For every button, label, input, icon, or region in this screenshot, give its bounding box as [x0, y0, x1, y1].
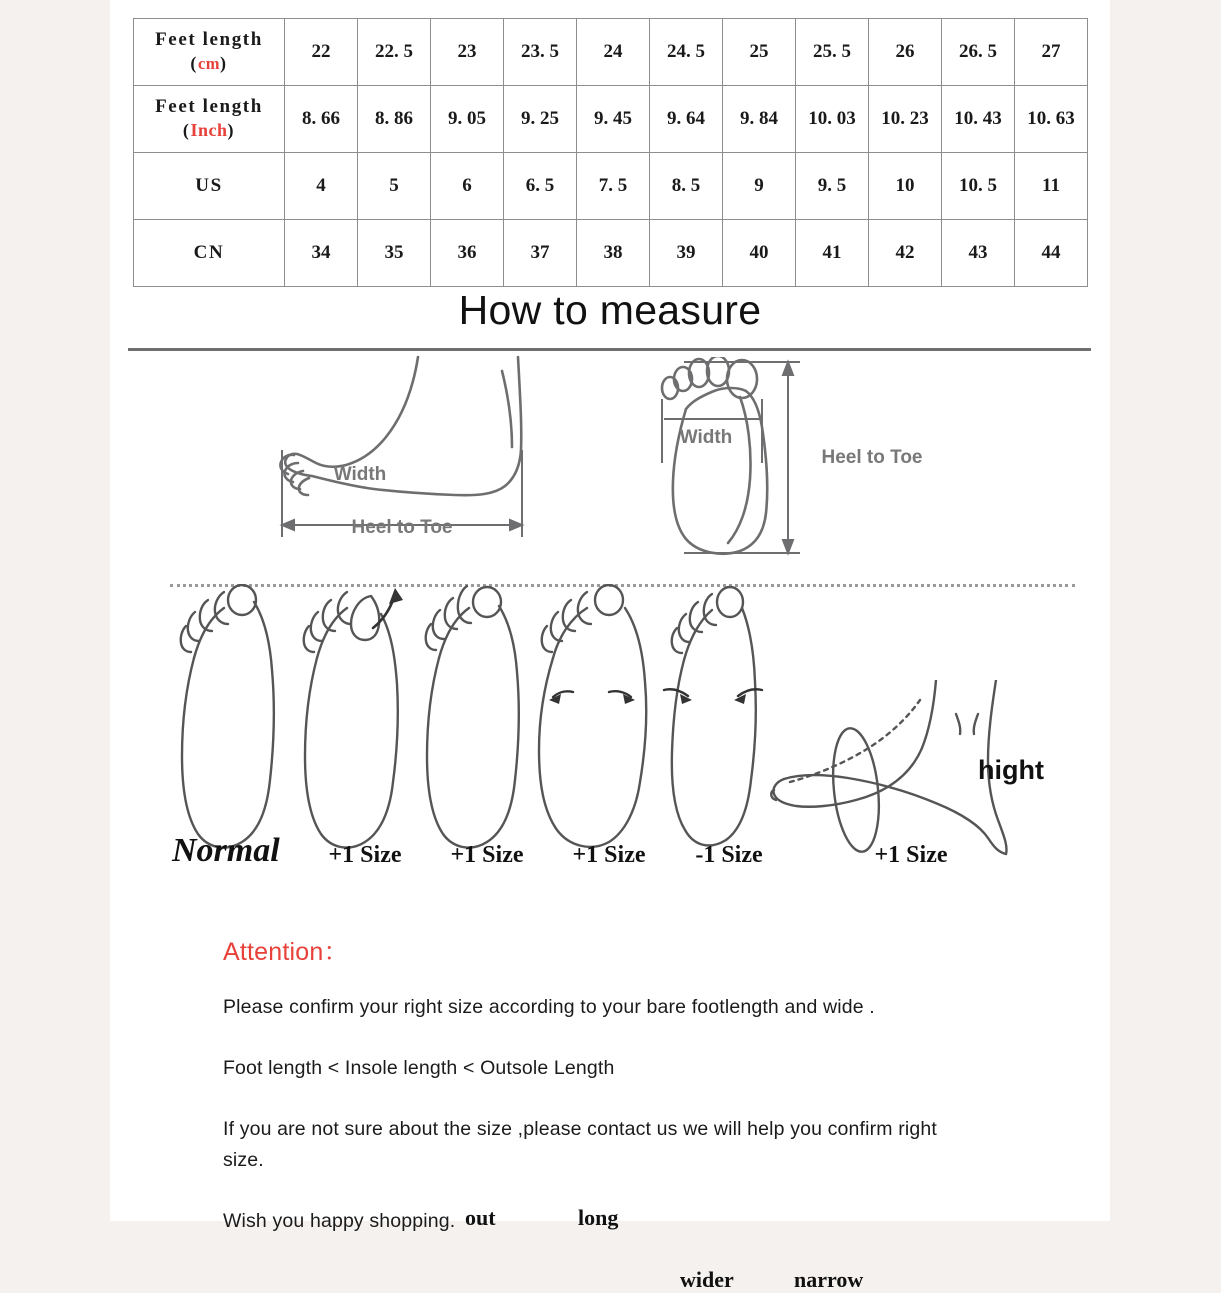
- attention-line-3: If you are not sure about the size ,please contact us we will help you confirm right size.: [223, 1118, 937, 1171]
- table-cell: 38: [577, 220, 650, 287]
- table-cell: 27: [1015, 19, 1088, 86]
- foot-annotation-out: out: [465, 1205, 496, 1230]
- table-row: [134, 19, 1088, 86]
- row-header-unit-close-paren: ): [227, 120, 236, 140]
- side-width-label: Width: [333, 464, 387, 485]
- table-cell: 6: [431, 153, 504, 220]
- table-cell: 22. 5: [358, 19, 431, 86]
- table-cell: 10: [869, 153, 942, 220]
- measure-diagrams: [110, 355, 1110, 570]
- table-cell: 26. 5: [942, 19, 1015, 86]
- table-cell: 26: [869, 19, 942, 86]
- row-header-unit-text: cm: [197, 54, 221, 73]
- table-cell: 10. 63: [1015, 86, 1088, 153]
- foot-type-label-wider: +1 Size: [572, 842, 646, 868]
- attention-heading: Attention：: [223, 938, 349, 966]
- row-header-unit-open-paren: (: [190, 53, 198, 73]
- row-header-main-text: Feet length: [155, 28, 263, 50]
- table-cell: 6. 5: [504, 153, 577, 220]
- table-cell: 5: [358, 153, 431, 220]
- table-cell: 24. 5: [650, 19, 723, 86]
- table-cell: 9. 25: [504, 86, 577, 153]
- row-header-feet-length-inch: [134, 86, 285, 153]
- row-header-unit-open-paren: (: [182, 120, 191, 140]
- size-chart-table-wrapper: [133, 18, 1088, 287]
- table-row: [134, 153, 1088, 220]
- table-cell: 8. 5: [650, 153, 723, 220]
- side-heel-to-toe-label: Heel to Toe: [351, 517, 453, 538]
- table-cell: 4: [285, 153, 358, 220]
- table-cell: 41: [796, 220, 869, 287]
- table-cell: 7. 5: [577, 153, 650, 220]
- attention-line-4: Wish you happy shopping.: [223, 1209, 456, 1232]
- table-cell: 39: [650, 220, 723, 287]
- row-header-us: US: [134, 153, 285, 220]
- row-header-unit-text: Inch: [190, 120, 228, 140]
- foot-type-label-normal: Normal: [172, 832, 280, 869]
- table-cell: 9. 05: [431, 86, 504, 153]
- table-cell: 22: [285, 19, 358, 86]
- table-row: [134, 220, 1088, 287]
- table-cell: 11: [1015, 153, 1088, 220]
- foot-type-label-narrow: -1 Size: [695, 842, 763, 868]
- row-header-cn: CN: [134, 220, 285, 287]
- foot-outline-out: [285, 584, 415, 859]
- attention-line-1: Please confirm your right size according to your bare footlength and wide .: [223, 996, 875, 1018]
- table-cell: 35: [358, 220, 431, 287]
- row-header-main-text: Feet length: [155, 95, 263, 117]
- table-cell: 36: [431, 220, 504, 287]
- table-cell: 34: [285, 220, 358, 287]
- foot-type-label-long: +1 Size: [450, 842, 524, 868]
- foot-annotation-wider: wider: [680, 1267, 734, 1292]
- table-cell: 9. 64: [650, 86, 723, 153]
- table-cell: 9. 84: [723, 86, 796, 153]
- table-cell: 10. 43: [942, 86, 1015, 153]
- sole-foot-diagram: [640, 357, 960, 572]
- size-chart-table: [133, 18, 1088, 287]
- how-to-measure-title: How to measure: [458, 287, 762, 333]
- row-header-unit-close-paren: ): [220, 53, 228, 73]
- sole-heel-to-toe-label: Heel to Toe: [821, 447, 923, 468]
- table-cell: 37: [504, 220, 577, 287]
- foot-annotation-narrow: narrow: [794, 1267, 864, 1292]
- sole-width-label: Width: [679, 427, 733, 448]
- table-cell: 10. 03: [796, 86, 869, 153]
- table-cell: 24: [577, 19, 650, 86]
- table-cell: 40: [723, 220, 796, 287]
- instep-measure-ellipse: [828, 726, 885, 854]
- table-cell: 10. 5: [942, 153, 1015, 220]
- table-cell: 23: [431, 19, 504, 86]
- foot-type-label-out: +1 Size: [328, 842, 402, 868]
- table-cell: 9. 5: [796, 153, 869, 220]
- table-cell: 8. 66: [285, 86, 358, 153]
- table-row: [134, 86, 1088, 153]
- table-cell: 23. 5: [504, 19, 577, 86]
- title-divider: [128, 348, 1091, 351]
- table-cell: 10. 23: [869, 86, 942, 153]
- table-cell: 25. 5: [796, 19, 869, 86]
- row-header-feet-length-cm: [134, 19, 285, 86]
- foot-annotation-hight: hight: [978, 755, 1044, 785]
- side-foot-diagram: [250, 355, 590, 570]
- table-cell: 25: [723, 19, 796, 86]
- foot-outline-normal: [162, 584, 292, 859]
- foot-type-label-hight: +1 Size: [874, 842, 948, 868]
- table-cell: 42: [869, 220, 942, 287]
- foot-annotation-long: long: [578, 1205, 619, 1230]
- table-cell: 9. 45: [577, 86, 650, 153]
- content-sheet: [110, 0, 1110, 1292]
- foot-outline-long: [407, 584, 537, 859]
- table-cell: 43: [942, 220, 1015, 287]
- foot-outline-wider: [525, 584, 665, 859]
- attention-line-2: Foot length < Insole length < Outsole Length: [223, 1057, 615, 1080]
- table-cell: 8. 86: [358, 86, 431, 153]
- table-cell: 44: [1015, 220, 1088, 287]
- attention-block: [223, 932, 1013, 1236]
- table-cell: 9: [723, 153, 796, 220]
